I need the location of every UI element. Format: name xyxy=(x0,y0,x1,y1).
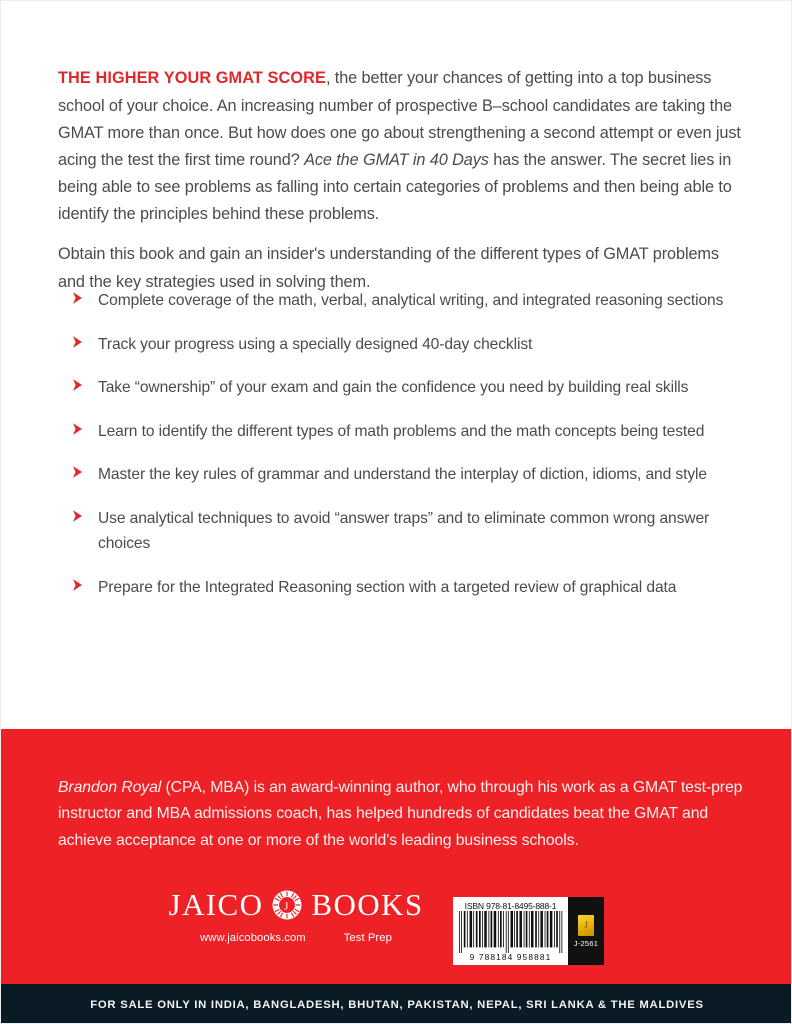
isbn-barcode-panel xyxy=(453,897,568,965)
list-item-label: Take “ownership” of your exam and gain the confidence you need by building real skills xyxy=(98,379,689,396)
ean-digits: 9 788184 958881 xyxy=(469,952,552,962)
publisher-name-right: BOOKS xyxy=(311,887,424,922)
list-item-label: Track your progress using a specially designed 40-day checklist xyxy=(98,335,533,353)
author-bio xyxy=(58,775,748,855)
arrow-bullet-icon xyxy=(71,465,87,483)
list-item-label: Complete coverage of the math, verbal, analytical writing, and integrated reasoning sections xyxy=(98,292,724,309)
isbn-text: ISBN 978-81-8495-888-1 xyxy=(464,901,557,911)
publisher-name-left: JAICO xyxy=(168,887,264,922)
blurb-lead-in: THE HIGHER YOUR GMAT SCORE xyxy=(58,69,326,88)
arrow-bullet-icon xyxy=(71,335,87,353)
secondary-blurb-paragraph: Obtain this book and gain an insider's understanding of the different types of GMAT problems and the key strategies used in solving them. xyxy=(58,245,719,291)
list-item xyxy=(71,419,761,445)
main-blurb-paragraph xyxy=(58,65,744,228)
arrow-bullet-icon xyxy=(71,578,87,596)
list-item xyxy=(71,288,761,314)
list-item xyxy=(71,462,761,488)
author-name: Brandon Royal xyxy=(58,778,162,796)
list-item-label: Use analytical techniques to avoid “answer traps” and to eliminate common wrong answer choices xyxy=(98,509,710,552)
publisher-meta xyxy=(181,932,411,944)
arrow-bullet-icon xyxy=(71,509,87,527)
arrow-bullet-icon xyxy=(71,378,87,396)
arrow-bullet-icon xyxy=(71,291,87,309)
barcode-block xyxy=(453,897,604,965)
publisher-website[interactable]: www.jaicobooks.com xyxy=(200,932,306,944)
list-item-label: Master the key rules of grammar and understand the interplay of diction, idioms, and style xyxy=(98,466,707,483)
publisher-logo xyxy=(168,887,424,944)
feature-list xyxy=(71,288,761,600)
blurb-text-part2: has the answer. The secret lies in being able to see problems as falling into certain categories of problems and then being able to identify the principles behind these problems. xyxy=(58,150,732,224)
list-item xyxy=(71,506,761,557)
description-section xyxy=(1,1,792,729)
publisher-wordmark xyxy=(168,887,424,922)
book-title-mention: Ace the GMAT in 40 Days xyxy=(304,150,489,169)
svg-text:J: J xyxy=(284,899,291,912)
book-category-label: Test Prep xyxy=(343,932,392,944)
author-and-publisher-section xyxy=(1,729,792,984)
list-item xyxy=(71,332,761,358)
sale-territory-text: FOR SALE ONLY IN INDIA, BANGLADESH, BHUTAN, PAKISTAN, NEPAL, SRI LANKA & THE MALDIVES xyxy=(90,998,704,1011)
imprint-code: J-2561 xyxy=(573,938,599,948)
list-item-label: Learn to identify the different types of math problems and the math concepts being tested xyxy=(98,422,705,440)
list-item-label: Prepare for the Integrated Reasoning section with a targeted review of graphical data xyxy=(98,578,677,596)
arrow-bullet-icon xyxy=(71,422,87,440)
barcode-bars-icon xyxy=(458,911,563,953)
list-item xyxy=(71,575,761,601)
jaico-sunburst-emblem-icon xyxy=(272,890,302,920)
sale-territory-bar xyxy=(1,984,792,1024)
imprint-panel xyxy=(568,897,604,965)
author-bio-text: (CPA, MBA) is an award-winning author, who through his work as a GMAT test-prep instructor and MBA admissions coach, has helped hundreds of candidates beat the GMAT and achieve acceptance at one or more of the world's leading business schools. xyxy=(58,778,743,849)
list-item xyxy=(71,375,761,401)
gold-imprint-mark-icon: J xyxy=(578,915,594,936)
blurb-text-part1: , the better your chances of getting into a top business school of your choice. An increasing number of prospective B–school candidates are taking the GMAT more than once. But how does one go about strengthening a second attempt or even just acing the test the first time round? xyxy=(58,69,741,169)
